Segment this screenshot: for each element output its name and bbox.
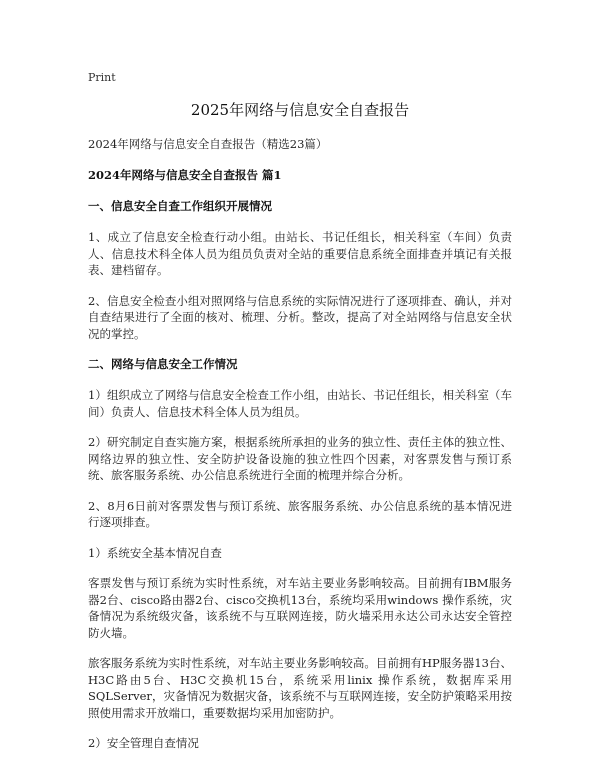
paragraph: 2、8月6日前对客票发售与预订系统、旅客服务系统、办公信息系统的基本情况进行逐项排查。 <box>88 498 512 529</box>
section-heading-2: 二、网络与信息安全工作情况 <box>88 357 238 371</box>
document-title: 2025年网络与信息安全自查报告 <box>190 101 410 119</box>
paragraph: 1）组织成立了网络与信息安全检查工作小组，由站长、书记任组长，相关科室（车间）负责人、信息技术科全体人员为组员。 <box>88 388 512 419</box>
paragraph: 旅客服务系统为实时性系统，对车站主要业务影响较高。目前拥有HP服务器13台、H3C路由5台、H3C交换机15台，系统采用linix 操作系统，数据库采用SQLServer，灾备情况为数据灾备，该系统不与互联网连接，安全防护策略采用按照使用需求开放端口，重要数据均采用加密防护。 <box>88 656 512 720</box>
paragraph: 2）安全管理自查情况 <box>88 736 199 750</box>
article-heading: 2024年网络与信息安全自查报告 篇1 <box>88 168 282 182</box>
paragraph: 2、信息安全检查小组对照网络与信息系统的实际情况进行了逐项排查、确认，并对自查结果进行了全面的核对、梳理、分析。整改，提高了对全站网络与信息安全状况的掌控。 <box>88 293 512 341</box>
paragraph: 客票发售与预订系统为实时性系统，对车站主要业务影响较高。目前拥有IBM服务器2台、cisco路由器2台、cisco交换机13台，系统均采用windows 操作系统，灾备情况为系统级灾备，该系统不与互联网连接，防火墙采用永达公司永达安全管控防火墙。 <box>88 576 512 640</box>
print-label: Print <box>88 71 116 84</box>
document-subtitle: 2024年网络与信息安全自查报告（精选23篇） <box>88 137 328 151</box>
paragraph: 1、成立了信息安全检查行动小组。由站长、书记任组长，相关科室（车间）负责人、信息技术科全体人员为组员负责对全站的重要信息系统全面排查并填记有关报表、建档留存。 <box>88 230 512 277</box>
paragraph: 2）研究制定自查实施方案，根据系统所承担的业务的独立性、责任主体的独立性、网络边界的独立性、安全防护设备设施的独立性四个因素，对客票发售与预订系统、旅客服务系统、办公信息系统进行全面的梳理并综合分析。 <box>88 435 512 482</box>
section-heading-1: 一、信息安全自查工作组织开展情况 <box>88 199 272 213</box>
paragraph: 1）系统安全基本情况自查 <box>88 545 222 560</box>
